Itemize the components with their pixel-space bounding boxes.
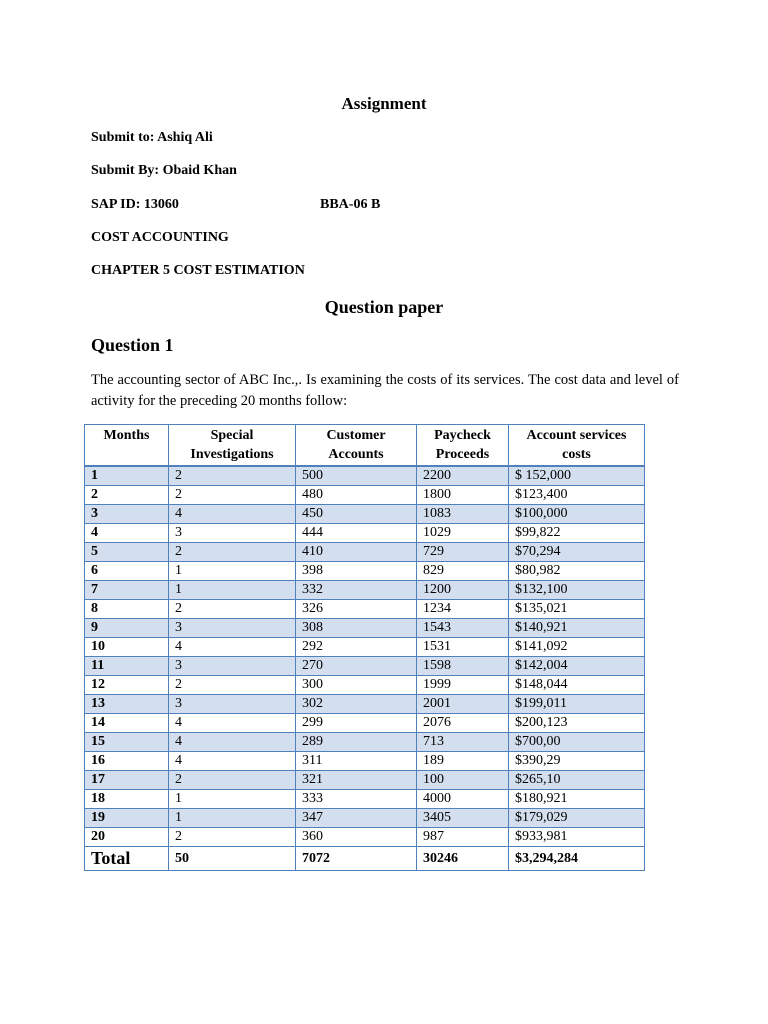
table-cell: 829 [417, 562, 509, 581]
table-cell: $199,011 [509, 695, 645, 714]
table-row [85, 657, 645, 676]
table-cell: 189 [417, 752, 509, 771]
table-cell: 300 [296, 676, 417, 695]
month-cell: 9 [85, 619, 169, 638]
course-name: COST ACCOUNTING [91, 230, 229, 245]
table-cell: 480 [296, 486, 417, 505]
table-cell: 1 [169, 562, 296, 581]
table-cell: 100 [417, 771, 509, 790]
table-cell: $933,981 [509, 828, 645, 847]
month-cell: 5 [85, 543, 169, 562]
table-cell: 1999 [417, 676, 509, 695]
table-cell: $123,400 [509, 486, 645, 505]
month-cell: 1 [85, 466, 169, 486]
table-cell: 410 [296, 543, 417, 562]
table-cell: 3 [169, 524, 296, 543]
month-cell: 13 [85, 695, 169, 714]
table-header-row [85, 425, 645, 467]
class-section: BBA-06 B [320, 197, 381, 212]
table-cell: $100,000 [509, 505, 645, 524]
table-row [85, 543, 645, 562]
month-cell: 2 [85, 486, 169, 505]
table-row [85, 828, 645, 847]
table-cell: 2 [169, 828, 296, 847]
table-row [85, 714, 645, 733]
table-cell: $135,021 [509, 600, 645, 619]
table-cell: 444 [296, 524, 417, 543]
month-cell: 4 [85, 524, 169, 543]
col-header-months: Months [85, 425, 169, 467]
table-cell: $132,100 [509, 581, 645, 600]
table-cell: 398 [296, 562, 417, 581]
table-cell: 987 [417, 828, 509, 847]
table-cell: 500 [296, 466, 417, 486]
table-cell: 1 [169, 790, 296, 809]
table-cell: 326 [296, 600, 417, 619]
table-cell: 2 [169, 466, 296, 486]
submit-to: Submit to: Ashiq Ali [91, 130, 213, 145]
table-cell: 302 [296, 695, 417, 714]
question-paper-title: Question paper [324, 297, 444, 317]
table-cell: 1598 [417, 657, 509, 676]
table-cell: 1029 [417, 524, 509, 543]
table-cell: 3 [169, 657, 296, 676]
col-header-account-services-costs: Account services costs [509, 425, 645, 467]
table-cell: 2 [169, 486, 296, 505]
table-cell: 3 [169, 695, 296, 714]
month-cell: 14 [85, 714, 169, 733]
table-cell: 1 [169, 809, 296, 828]
table-row [85, 752, 645, 771]
col-header-special-investigations: Special Investigations [169, 425, 296, 467]
table-cell: 308 [296, 619, 417, 638]
month-cell: 7 [85, 581, 169, 600]
table-total-row [85, 847, 645, 871]
table-row [85, 562, 645, 581]
table-cell: $148,044 [509, 676, 645, 695]
table-cell: 2076 [417, 714, 509, 733]
month-cell: 8 [85, 600, 169, 619]
table-row [85, 790, 645, 809]
table-cell: $265,10 [509, 771, 645, 790]
month-cell: 15 [85, 733, 169, 752]
table-cell: 3405 [417, 809, 509, 828]
month-cell: 12 [85, 676, 169, 695]
table-cell: 2200 [417, 466, 509, 486]
question-heading: Question 1 [91, 335, 174, 355]
table-cell: 1543 [417, 619, 509, 638]
month-cell: 3 [85, 505, 169, 524]
table-cell: 4 [169, 714, 296, 733]
table-row [85, 600, 645, 619]
table-cell: 1234 [417, 600, 509, 619]
sap-id: SAP ID: 13060 [91, 197, 179, 212]
table-cell: 4 [169, 638, 296, 657]
table-cell: 2 [169, 543, 296, 562]
table-cell: $390,29 [509, 752, 645, 771]
month-cell: 10 [85, 638, 169, 657]
month-cell: 17 [85, 771, 169, 790]
month-cell: 16 [85, 752, 169, 771]
month-cell: 18 [85, 790, 169, 809]
chapter-title: CHAPTER 5 COST ESTIMATION [91, 263, 305, 278]
table-cell: 332 [296, 581, 417, 600]
table-cell: 4000 [417, 790, 509, 809]
total-label: Total [85, 847, 169, 871]
table-cell: 289 [296, 733, 417, 752]
col-header-customer-accounts: Customer Accounts [296, 425, 417, 467]
table-cell: $200,123 [509, 714, 645, 733]
assignment-title: Assignment [341, 94, 427, 113]
table-cell: 2 [169, 676, 296, 695]
month-cell: 11 [85, 657, 169, 676]
table-cell: 713 [417, 733, 509, 752]
month-cell: 19 [85, 809, 169, 828]
table-row [85, 638, 645, 657]
month-cell: 6 [85, 562, 169, 581]
table-cell: 4 [169, 733, 296, 752]
table-cell: 729 [417, 543, 509, 562]
total-cell: 30246 [417, 847, 509, 871]
table-row [85, 619, 645, 638]
table-cell: 1200 [417, 581, 509, 600]
table-cell: 2001 [417, 695, 509, 714]
table-row [85, 695, 645, 714]
table-cell: $80,982 [509, 562, 645, 581]
total-cell: 7072 [296, 847, 417, 871]
table-cell: 1 [169, 581, 296, 600]
table-cell: 321 [296, 771, 417, 790]
table-cell: $141,092 [509, 638, 645, 657]
table-cell: 2 [169, 771, 296, 790]
table-cell: 4 [169, 505, 296, 524]
cost-data-table [84, 424, 645, 871]
month-cell: 20 [85, 828, 169, 847]
table-cell: 450 [296, 505, 417, 524]
table-cell: 3 [169, 619, 296, 638]
table-cell: 333 [296, 790, 417, 809]
table-cell: 1531 [417, 638, 509, 657]
table-cell: 1800 [417, 486, 509, 505]
table-row [85, 466, 645, 486]
total-cell: $3,294,284 [509, 847, 645, 871]
table-cell: 4 [169, 752, 296, 771]
table-row [85, 809, 645, 828]
table-row [85, 581, 645, 600]
table-cell: 299 [296, 714, 417, 733]
table-cell: 347 [296, 809, 417, 828]
table-cell: 1083 [417, 505, 509, 524]
table-cell: $ 152,000 [509, 466, 645, 486]
total-cell: 50 [169, 847, 296, 871]
table-cell: 311 [296, 752, 417, 771]
table-cell: $140,921 [509, 619, 645, 638]
table-row [85, 676, 645, 695]
table-row [85, 733, 645, 752]
submit-by: Submit By: Obaid Khan [91, 163, 237, 178]
question-intro: The accounting sector of ABC Inc.,. Is examining the costs of its services. The cost data and level of activity for the preceding 20 months follow: [91, 372, 679, 409]
table-cell: $70,294 [509, 543, 645, 562]
table-row [85, 524, 645, 543]
table-cell: 292 [296, 638, 417, 657]
table-row [85, 771, 645, 790]
col-header-paycheck-proceeds: Paycheck Proceeds [417, 425, 509, 467]
table-cell: 360 [296, 828, 417, 847]
table-row [85, 505, 645, 524]
table-cell: $700,00 [509, 733, 645, 752]
table-row [85, 486, 645, 505]
table-cell: $99,822 [509, 524, 645, 543]
table-cell: 2 [169, 600, 296, 619]
table-cell: 270 [296, 657, 417, 676]
table-cell: $142,004 [509, 657, 645, 676]
table-cell: $180,921 [509, 790, 645, 809]
table-cell: $179,029 [509, 809, 645, 828]
